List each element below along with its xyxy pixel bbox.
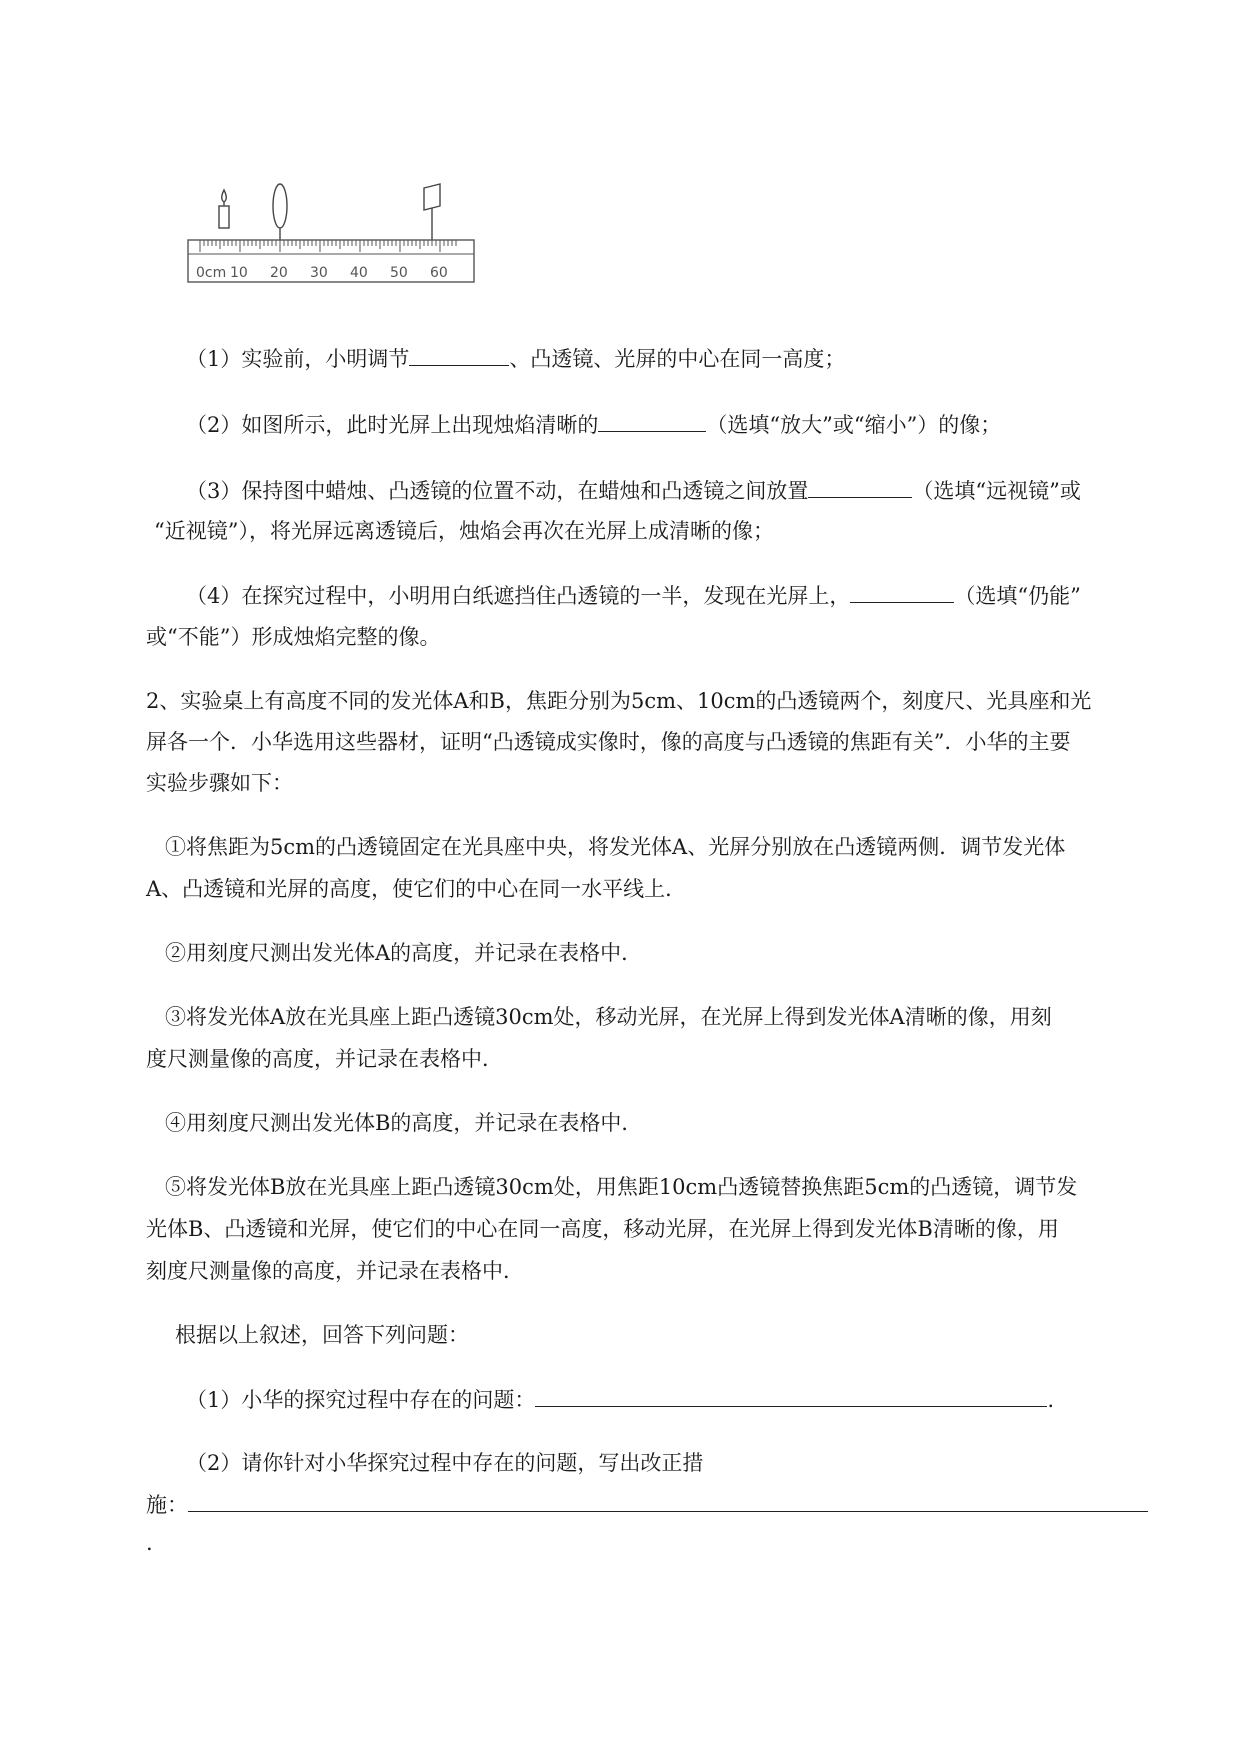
q2-intro-line3: 实验步骤如下：: [146, 771, 293, 795]
q1-part1: （1）实验前，小明调节 、凸透镜、光屏的中心在同一高度；: [186, 343, 845, 374]
optical-bench-figure: [186, 180, 476, 288]
q2-step1-line1: ①将焦距为5cm的凸透镜固定在光具座中央，将发光体A、光屏分别放在凸透镜两侧．调节发光体: [165, 835, 1066, 859]
answer-blank-4[interactable]: [850, 580, 954, 603]
ruler: [188, 240, 474, 282]
q2-step5-line1: ⑤将发光体B放在光具座上距凸透镜30cm处，用焦距10cm凸透镜替换焦距5cm的凸透镜，调节发: [165, 1175, 1078, 1199]
q2-answer2-line1: （2）请你针对小华探究过程中存在的问题，写出改正措: [186, 1451, 704, 1475]
candle-icon: [219, 190, 229, 228]
q2-answer2-end: .: [146, 1531, 153, 1555]
q2-intro-line1: 2、实验桌上有高度不同的发光体A和B，焦距分别为5cm、10cm的凸透镜两个，刻度尺、光具座和光: [146, 689, 1092, 713]
answer-blank-6[interactable]: [188, 1489, 1148, 1512]
answer-blank-1[interactable]: [409, 343, 509, 366]
q2-intro-line2: 屏各一个．小华选用这些器材，证明“凸透镜成实像时，像的高度与凸透镜的焦距有关”．小华的主要: [146, 730, 1071, 754]
ruler-label-0: 0cm: [196, 265, 227, 281]
q2-answer1: （1）小华的探究过程中存在的问题： .: [186, 1384, 1054, 1415]
q2-step5-line3: 刻度尺测量像的高度，并记录在表格中．: [146, 1259, 524, 1283]
ruler-label-20: 20: [270, 265, 288, 281]
q1-part3-line2: “近视镜”），将光屏远离透镜后，烛焰会再次在光屏上成清晰的像；: [154, 519, 774, 543]
q2-answer2-line2: 施：: [146, 1489, 1148, 1520]
q2-step2: ②用刻度尺测出发光体A的高度，并记录在表格中．: [165, 941, 643, 965]
ruler-label-40: 40: [350, 265, 368, 281]
q2-step4: ④用刻度尺测出发光体B的高度，并记录在表格中．: [165, 1111, 643, 1135]
ruler-label-10: 10: [230, 265, 248, 281]
q1-part2: （2）如图所示，此时光屏上出现烛焰清晰的 （选填“放大”或“缩小”）的像；: [186, 409, 1001, 440]
q2-ask: 根据以上叙述，回答下列问题：: [175, 1323, 469, 1347]
light-screen-icon: [424, 184, 440, 240]
answer-blank-2[interactable]: [598, 409, 706, 432]
q2-step3-line2: 度尺测量像的高度，并记录在表格中．: [146, 1047, 503, 1071]
q1-part3-line1: （3）保持图中蜡烛、凸透镜的位置不动，在蜡烛和凸透镜之间放置 （选填“远视镜”或: [186, 475, 1081, 506]
ruler-label-30: 30: [310, 265, 328, 281]
q1-part4-line2: 或“不能”）形成烛焰完整的像。: [146, 625, 441, 649]
q2-step3-line1: ③将发光体A放在光具座上距凸透镜30cm处，移动光屏，在光屏上得到发光体A清晰的像，用刻: [165, 1005, 1052, 1029]
answer-blank-3[interactable]: [808, 475, 912, 498]
q2-step5-line2: 光体B、凸透镜和光屏，使它们的中心在同一高度，移动光屏，在光屏上得到发光体B清晰的像，用: [146, 1217, 1059, 1241]
ruler-label-50: 50: [390, 265, 408, 281]
answer-blank-5[interactable]: [535, 1384, 1047, 1407]
q1-part4-line1: （4）在探究过程中，小明用白纸遮挡住凸透镜的一半，发现在光屏上， （选填“仍能”: [186, 580, 1081, 611]
convex-lens-icon: [273, 184, 287, 240]
ruler-label-60: 60: [430, 265, 448, 281]
q2-step1-line2: A、凸透镜和光屏的高度，使它们的中心在同一水平线上．: [146, 877, 687, 901]
